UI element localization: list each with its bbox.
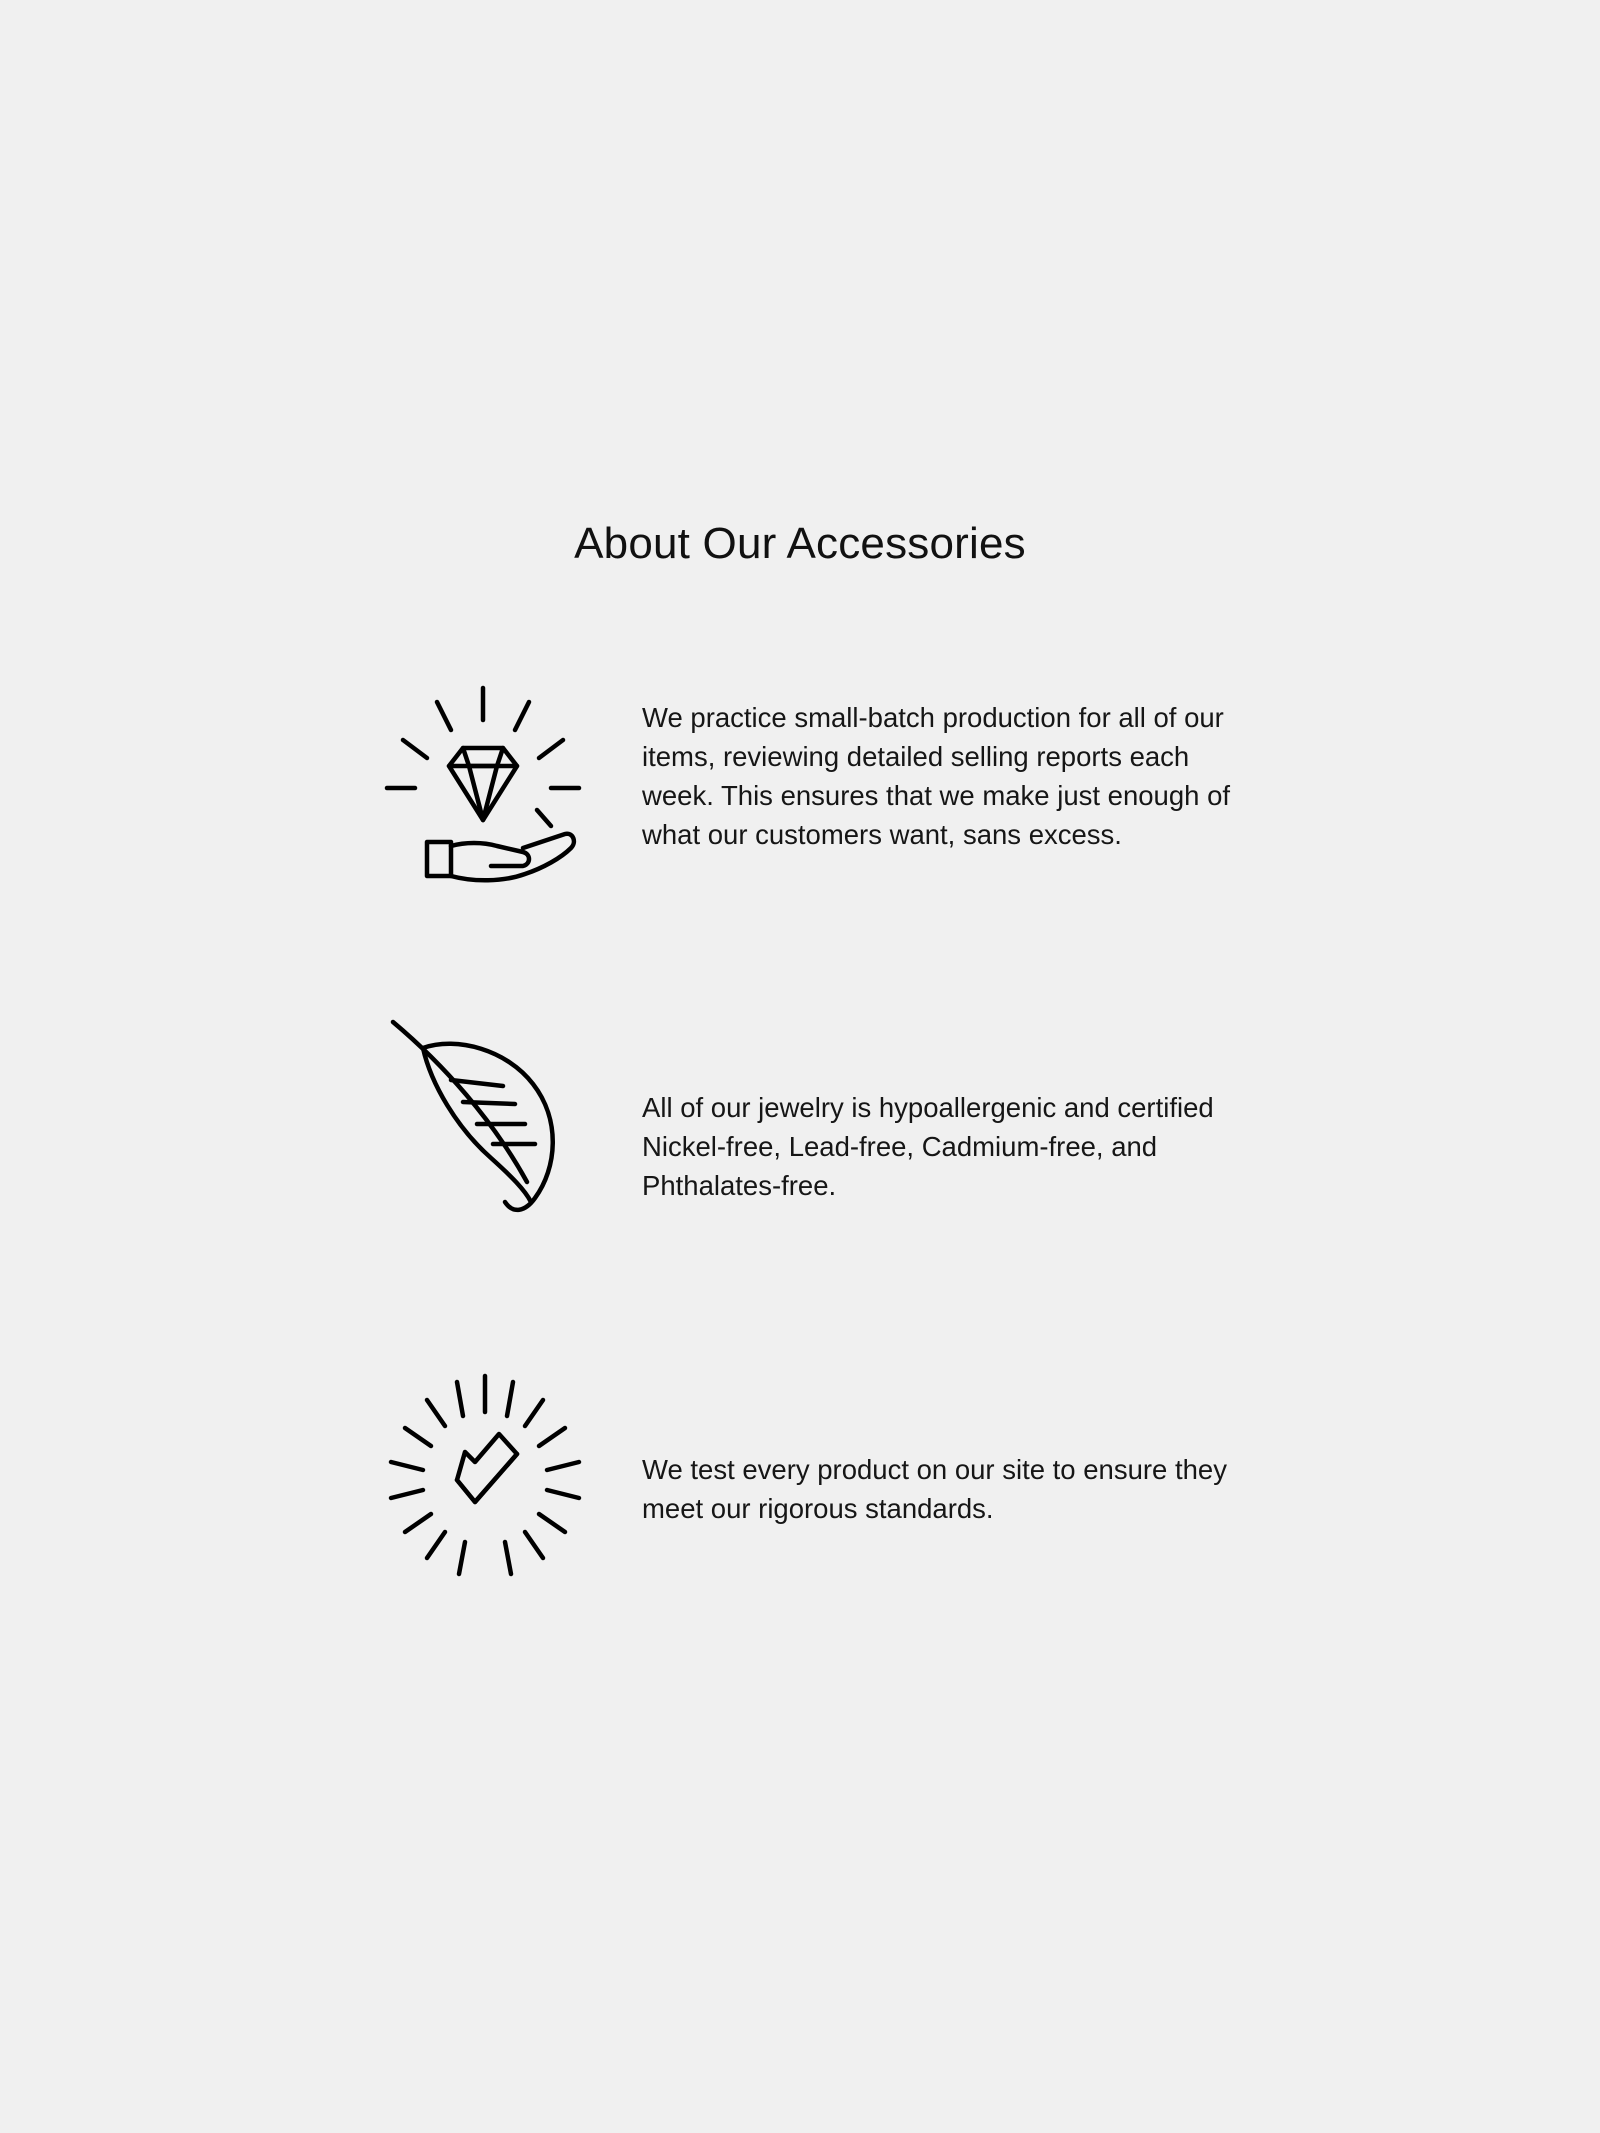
list-item-text: We test every product on our site to ensure they meet our rigorous standards. xyxy=(642,1454,1227,1525)
feather-icon xyxy=(340,1002,630,1232)
list-item-text: We practice small-batch production for all of our items, reviewing detailed selling reports each week. This ensures that we make just enough of what our customers want, sans excess. xyxy=(642,702,1231,851)
list-item-text: All of our jewelry is hypoallergenic and certified Nickel-free, Lead-free, Cadmium-free, and Phthalates-free. xyxy=(642,1092,1214,1202)
diamond-in-hand-icon xyxy=(340,670,630,900)
page-title: About Our Accessories xyxy=(574,519,1026,569)
list-item xyxy=(340,1362,1260,1622)
feature-list xyxy=(340,670,1260,1622)
list-item xyxy=(340,1002,1260,1302)
list-item xyxy=(340,670,1260,930)
checkmark-burst-icon xyxy=(340,1362,630,1592)
